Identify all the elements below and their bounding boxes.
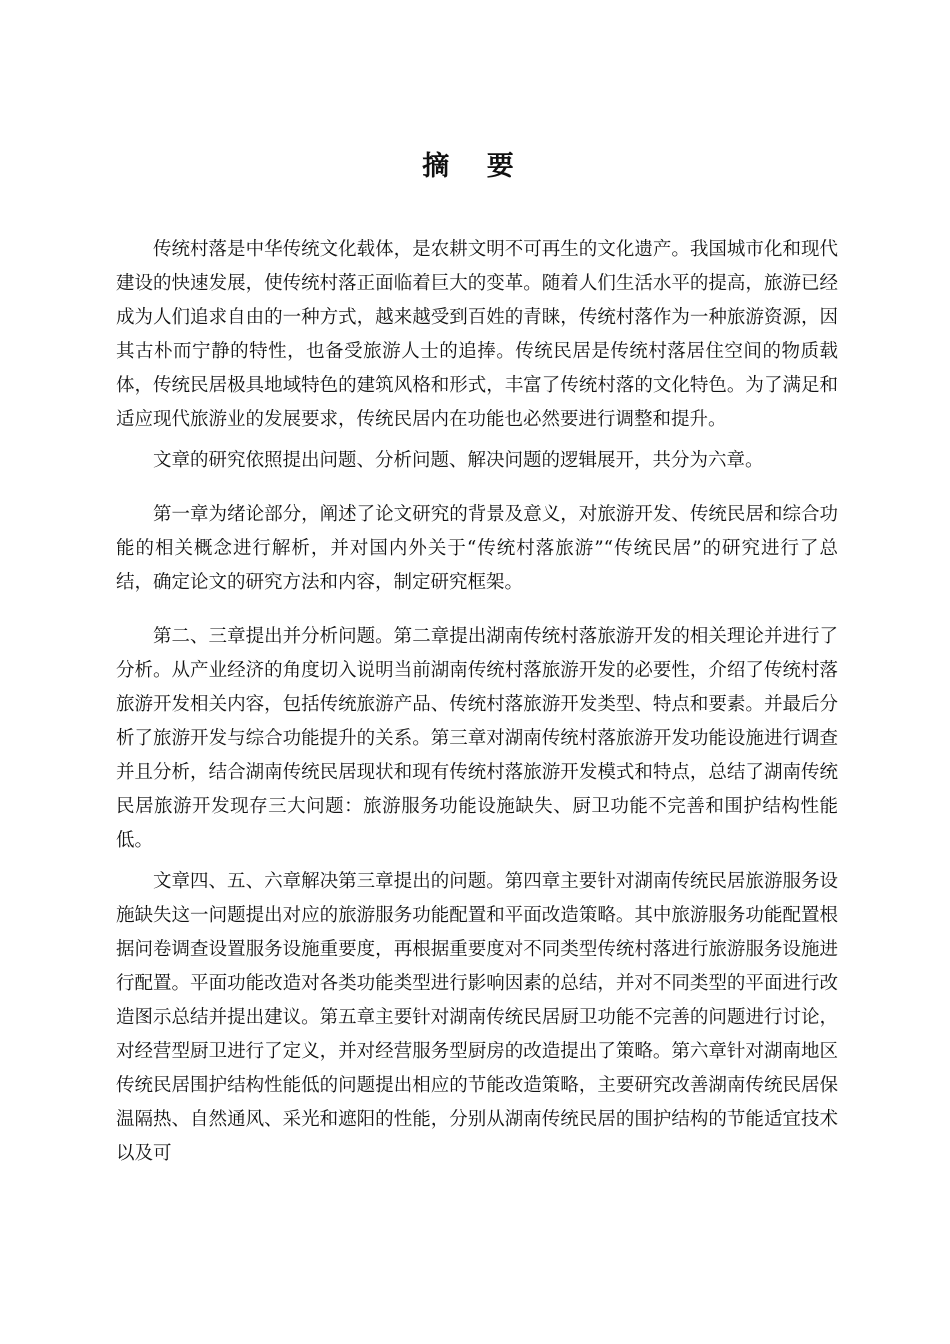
abstract-title: 摘 要 [422,151,528,182]
paragraph-chapters-4-6: 文章四、五、六章解决第三章提出的问题。第四章主要针对湖南传统民居旅游服务设施缺失这一问题提出对应的旅游服务功能配置和平面改造策略。其中旅游服务功能配置根据问卷调查设置服务设施重要度，再根据重要度对不同类型传统村落进行旅游服务设施进行配置。平面功能改造对各类功能类型进行影响因素的总结，并对不同类型的平面进行改造图示总结并提出建议。第五章主要针对湖南传统民居厨卫功能不完善的问题进行讨论，对经营型厨卫进行了定义，并对经营服务型厨房的改造提出了策略。第六章针对湖南地区传统民居围护结构性能低的问题提出相应的节能改造策略，主要研究改善湖南传统民居保温隔热、自然通风、采光和遮阳的性能，分别从湖南传统民居的围护结构的节能适宜技术以及可 [116,871,838,1164]
paragraph-structure: 文章的研究依照提出问题、分析问题、解决问题的逻辑展开，共分为六章。 [153,450,764,471]
paragraph-chapters-2-3: 第二、三章提出并分析问题。第二章提出湖南传统村落旅游开发的相关理论并进行了分析。从产业经济的角度切入说明当前湖南传统村落旅游开发的必要性，介绍了传统村落旅游开发相关内容，包括传统旅游产品、传统村落旅游开发类型、特点和要素。并最后分析了旅游开发与综合功能提升的关系。第三章对湖南传统村落旅游开发功能设施进行调查并且分析，结合湖南传统民居现状和现有传统村落旅游开发模式和特点，总结了湖南传统民居旅游开发现存三大问题：旅游服务功能设施缺失、厨卫功能不完善和围护结构性能低。 [116,626,838,851]
paragraph-chapter-1: 第一章为绪论部分，阐述了论文研究的背景及意义，对旅游开发、传统民居和综合功能的相关概念进行解析，并对国内外关于“传统村落旅游”“传统民居”的研究进行了总结，确定论文的研究方法和内容，制定研究框架。 [116,504,838,593]
paragraph-intro: 传统村落是中华传统文化载体，是农耕文明不可再生的文化遗产。我国城市化和现代建设的快速发展，使传统村落正面临着巨大的变革。随着人们生活水平的提高，旅游已经成为人们追求自由的一种方式，越来越受到百姓的青睐，传统村落作为一种旅游资源，因其古朴而宁静的特性，也备受旅游人士的追捧。传统民居是传统村落居住空间的物质载体，传统民居极具地域特色的建筑风格和形式，丰富了传统村落的文化特色。为了满足和适应现代旅游业的发展要求，传统民居内在功能也必然要进行调整和提升。 [116,239,838,430]
abstract-body [116,233,838,1171]
